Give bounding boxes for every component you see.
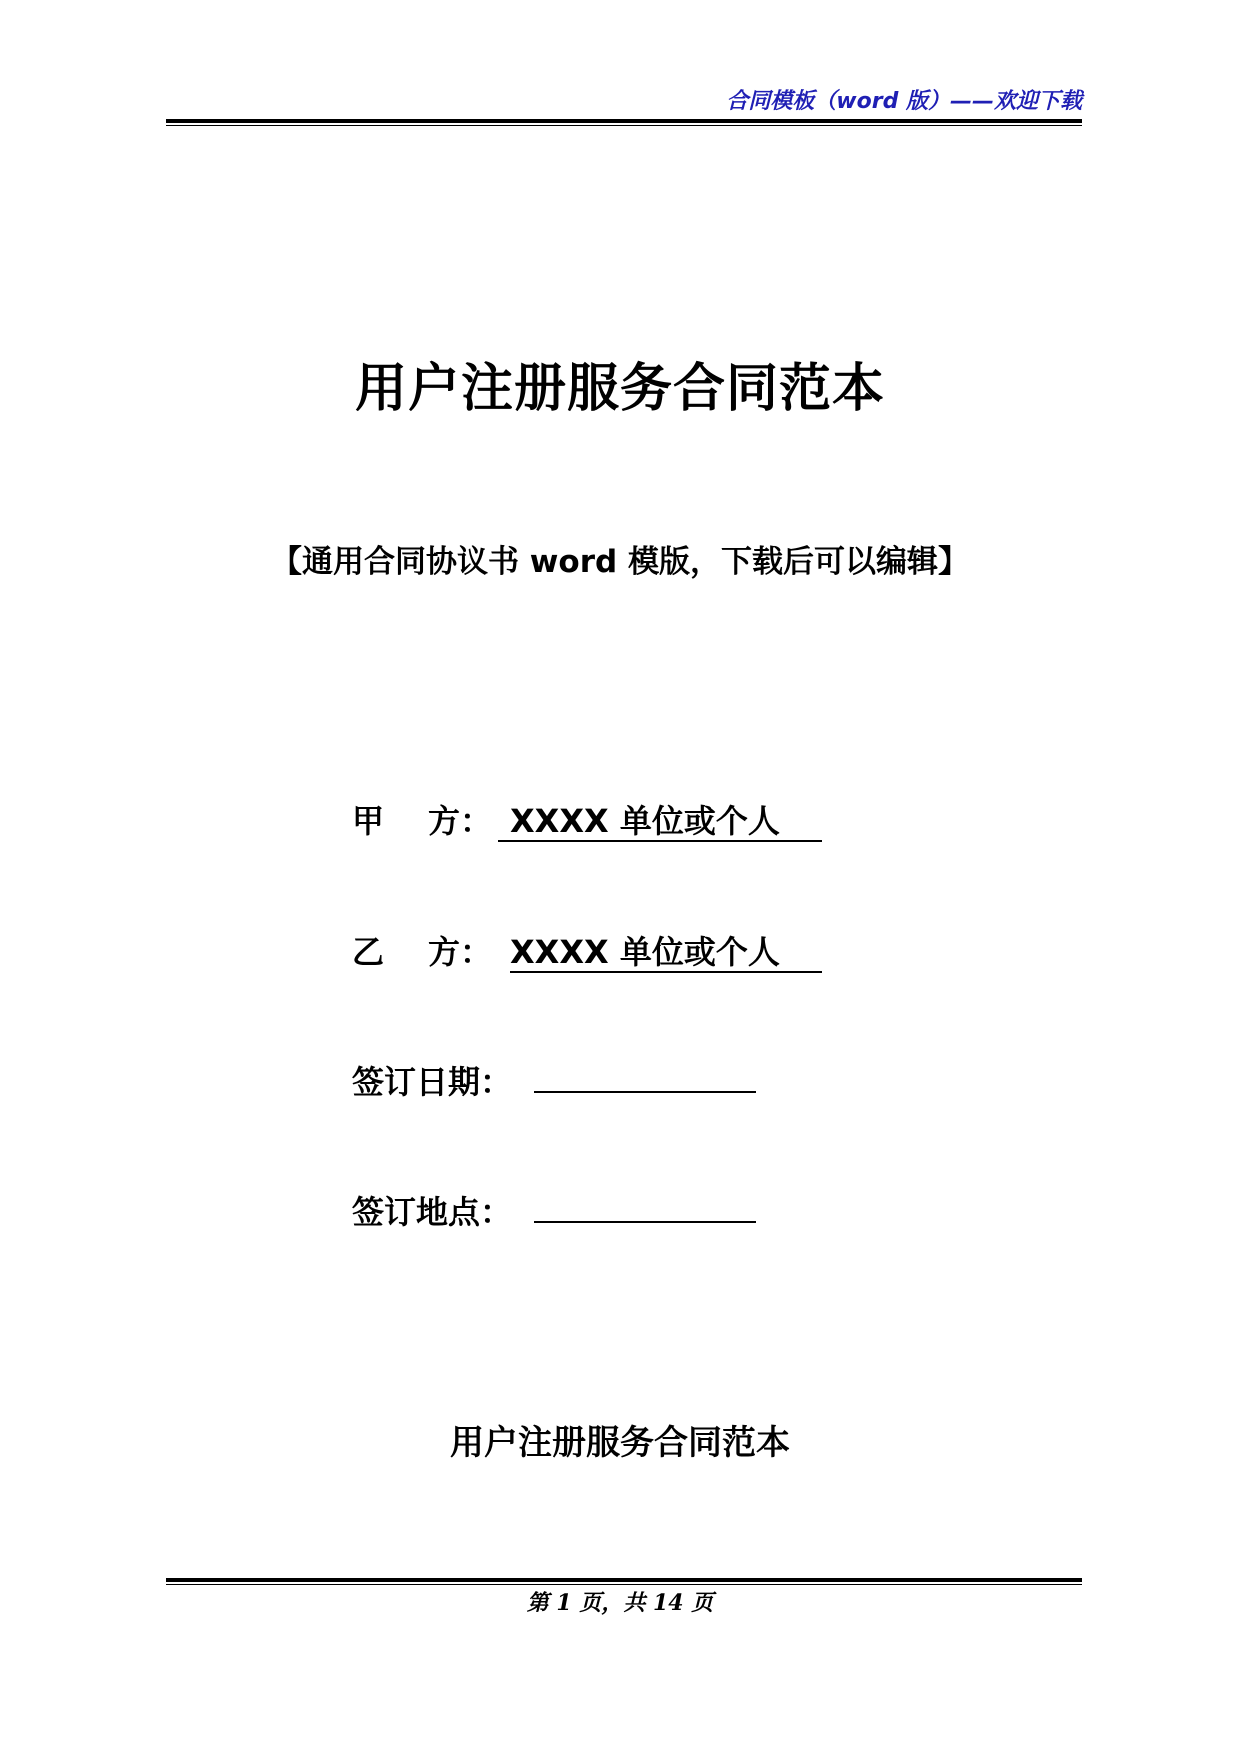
sign-place-blank xyxy=(534,1189,756,1223)
header-rule xyxy=(166,119,1082,126)
party-b-label: 乙 方： xyxy=(352,933,493,971)
sign-date-label: 签订日期： xyxy=(352,1063,513,1101)
document-title: 用户注册服务合同范本 xyxy=(354,359,885,419)
sign-date-blank xyxy=(534,1059,756,1093)
party-b-value: XXXX 单位或个人 xyxy=(510,933,822,973)
bottom-title: 用户注册服务合同范本 xyxy=(450,1423,790,1463)
footer-rule xyxy=(166,1578,1082,1585)
sign-place-label: 签订地点： xyxy=(352,1193,513,1231)
document-subtitle: 【通用合同协议书 word 模版，下载后可以编辑】 xyxy=(271,544,969,580)
party-b-field xyxy=(352,927,822,973)
page-number-footer: 第 1 页，共 14 页 xyxy=(526,1590,714,1616)
header-text: 合同模板（word 版）——欢迎下载 xyxy=(726,89,1082,114)
party-a-field xyxy=(352,796,822,842)
sign-date-field xyxy=(352,1057,756,1103)
sign-place-field xyxy=(352,1187,756,1233)
party-a-label: 甲 方： xyxy=(352,802,493,840)
party-a-value: XXXX 单位或个人 xyxy=(498,802,822,842)
